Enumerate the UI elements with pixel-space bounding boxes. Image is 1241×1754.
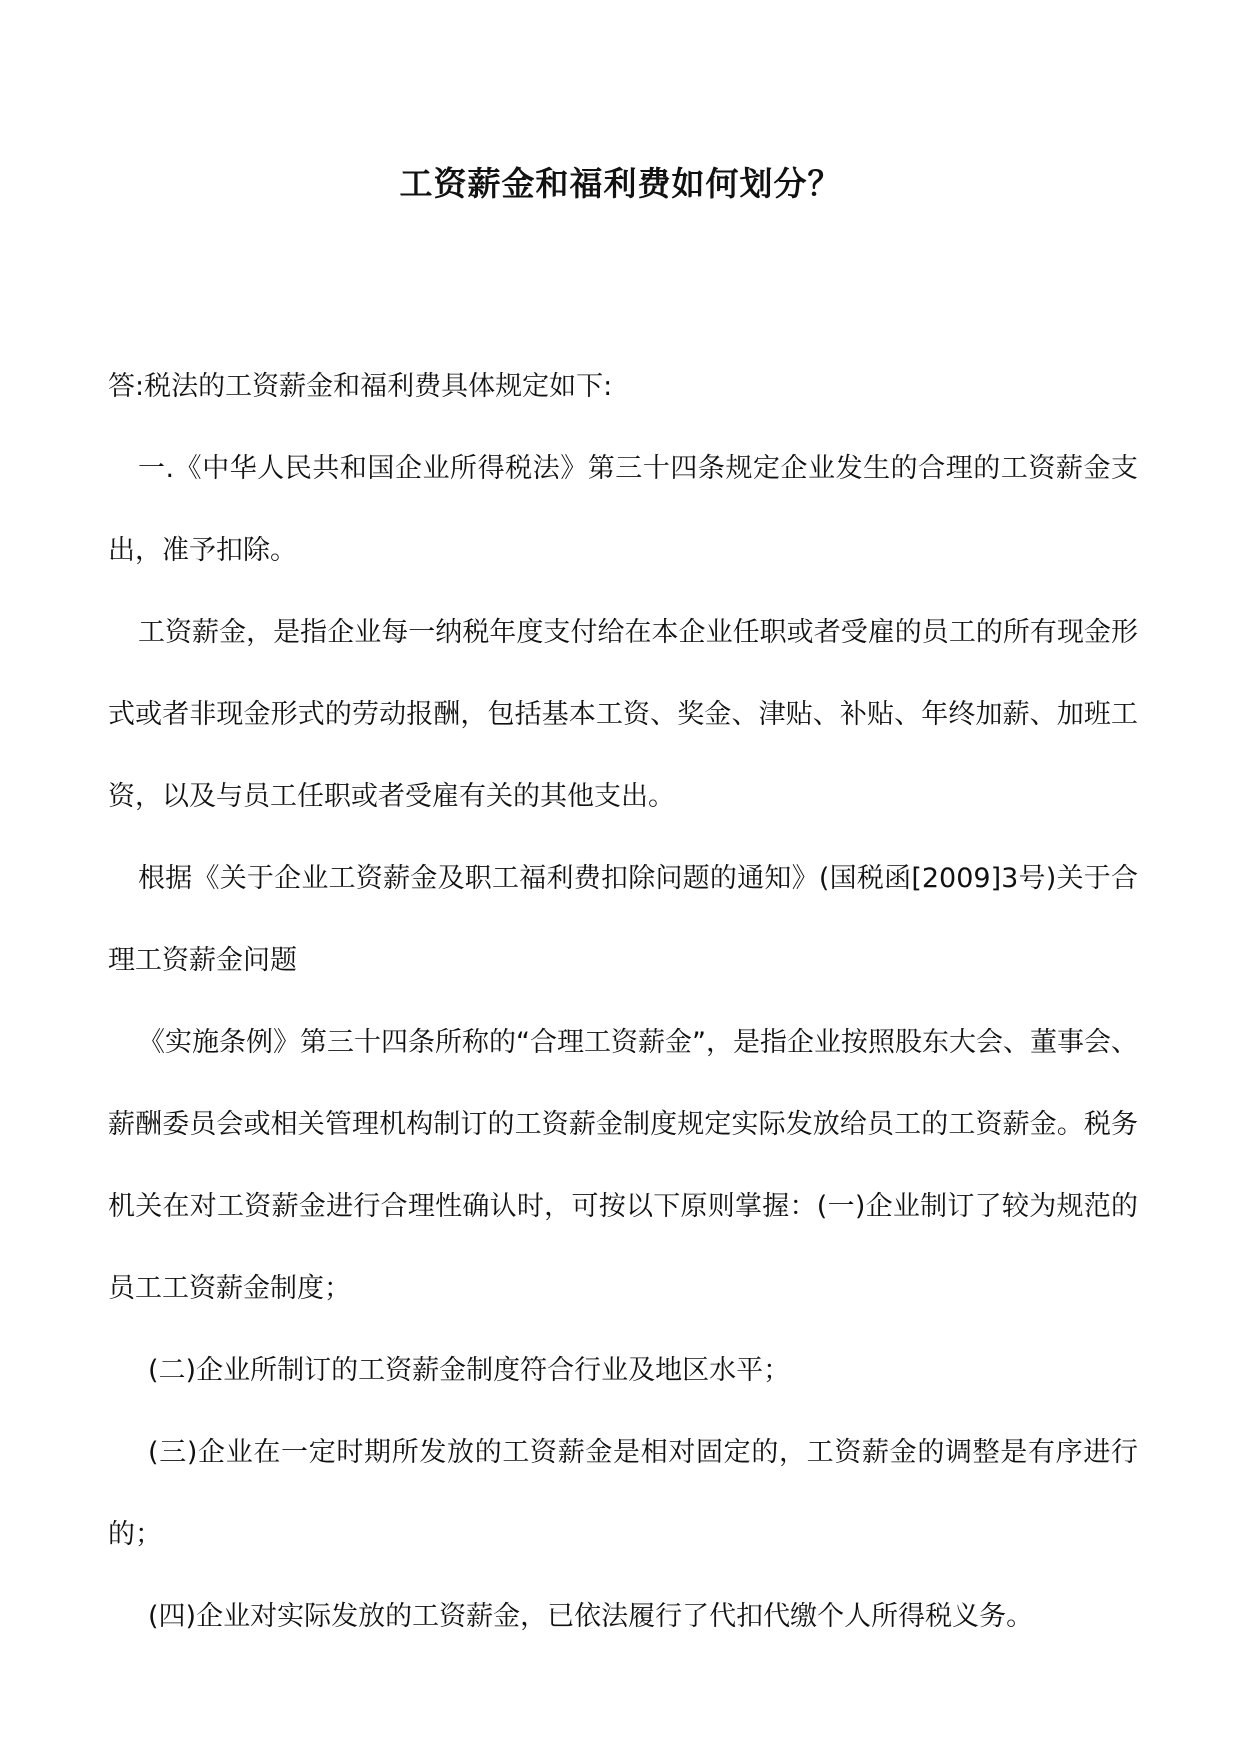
principle-2: (二)企业所制订的工资薪金制度符合行业及地区水平； [148,1355,791,1386]
document-body [108,346,1138,1658]
wage-definition: 工资薪金，是指企业每一纳税年度支付给在本企业任职或者受雇的员工的所有现金形式或者非现金形式的劳动报酬，包括基本工资、奖金、津贴、补贴、年终加薪、加班工资，以及与员工任职或者受雇有关的其他支出。 [108,617,1138,812]
principle-3: (三)企业在一定时期所发放的工资薪金是相对固定的，工资薪金的调整是有序进行的； [108,1437,1138,1550]
principle-4: (四)企业对实际发放的工资薪金，已依法履行了代扣代缴个人所得税义务。 [148,1601,1034,1632]
tax-law-article-34: 一.《中华人民共和国企业所得税法》第三十四条规定企业发生的合理的工资薪金支出，准予扣除。 [108,453,1138,566]
answer-intro: 答:税法的工资薪金和福利费具体规定如下: [108,371,613,402]
document-title: 工资薪金和福利费如何划分？ [399,164,842,203]
reasonable-wage-principles: 《实施条例》第三十四条所称的“合理工资薪金”，是指企业按照股东大会、董事会、薪酬委员会或相关管理机构制订的工资薪金制度规定实际发放给员工的工资薪金。税务机关在对工资薪金进行合理性确认时，可按以下原则掌握：(一)企业制订了较为规范的员工工资薪金制度； [108,1027,1138,1304]
notice-reference: 根据《关于企业工资薪金及职工福利费扣除问题的通知》(国税函[2009]3号)关于合理工资薪金问题 [108,863,1138,976]
